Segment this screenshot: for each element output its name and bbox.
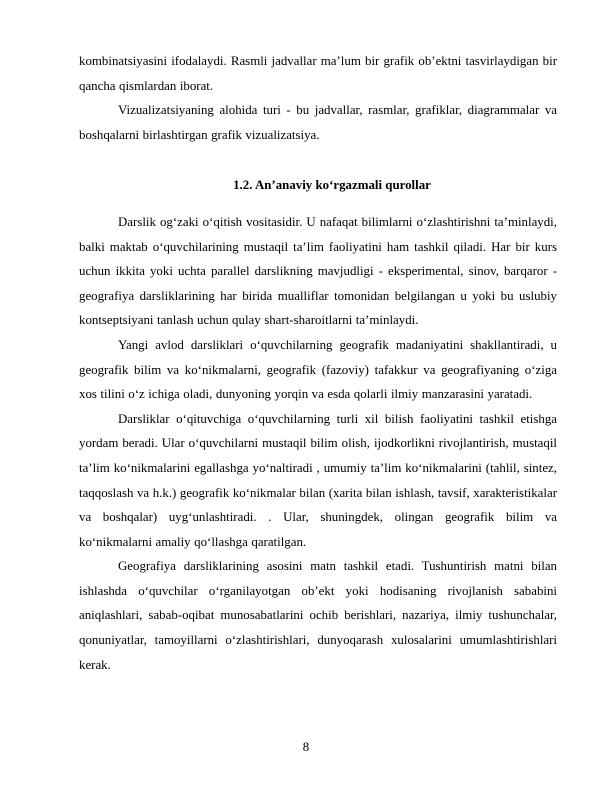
paragraph-continuation: kombinatsiyasini ifodalaydi. Rasmli jadvallar ma’lum bir grafik ob’ektni tasvirlaydigan bir qancha qismlardan iborat.: [79, 54, 557, 93]
paragraph-visualization: Vizualizatsiyaning alohida turi - bu jadvallar, rasmlar, grafiklar, diagrammalar va boshqalarni birlashtirgan grafik vizualizatsiya.: [79, 103, 557, 142]
page-number: 8: [302, 740, 310, 754]
paragraph-textbook: Darslik og‘zaki o‘qitish vositasidir. U nafaqat bilimlarni o‘zlashtirishni ta’minlaydi, balki maktab o‘quvchilarining mustaqil ta’lim faoliyatini ham tashkil qiladi. Har bir kurs uchun ikkita yoki uchta parallel darslikning mavjudligi - eksperimental, sinov, barqaror - geografiya darsliklarining har birida mualliflar tomonidan belgilangan u yoki bu uslubiy kontseptsiyani tanlash uchun qulay shart-sharoitlarni ta’minlaydi.: [79, 214, 557, 328]
section-heading: 1.2. An’anaviy ko‘rgazmali qurollar: [233, 178, 431, 193]
paragraph-new-generation: Yangi avlod darsliklari o‘quvchilarning geografik madaniyatini shakllantiradi, u geografik bilim va ko‘nikmalarni, geografik (fazoviy) tafakkur va geografiyaning o‘ziga xos tilini o‘z ichiga oladi, dunyoning yorqin va esda qolarli ilmiy manzarasini yaratadi.: [79, 337, 557, 402]
paragraph-teacher-help: Darsliklar o‘qituvchiga o‘quvchilarning turli xil bilish faoliyatini tashkil etishga yordam beradi. Ular o‘quvchilarni mustaqil bilim olish, ijodkorlikni rivojlantirish, mustaqil ta’lim ko‘nikmalarini egallashga yo‘naltiradi , umumiy ta’lim ko‘nikmalarini (tahlil, sintez, taqqoslash va h.k.) geografik ko‘nikmalar bilan (xarita bilan ishlash, tavsif, xarakteristikalar va boshqalar) uyg‘unlashtiradi. . Ular, shuningdek, olingan geografik bilim va ko‘nikmalarni amaliy qo‘llashga qaratilgan.: [79, 411, 557, 549]
document-page: [79, 49, 557, 677]
paragraph-text-basis: Geografiya darsliklarining asosini matn tashkil etadi. Tushuntirish matni bilan ishlashda o‘quvchilar o‘rganilayotgan ob’ekt yoki hodisaning rivojlanish sababini aniqlashlari, sabab-oqibat munosabatlarini ochib berishlari, nazariya, ilmiy tushunchalar, qonuniyatlar, tamoyillarni o‘zlashtirishlari, dunyoqarash xulosalarini umumlashtirishlari kerak.: [79, 559, 557, 672]
